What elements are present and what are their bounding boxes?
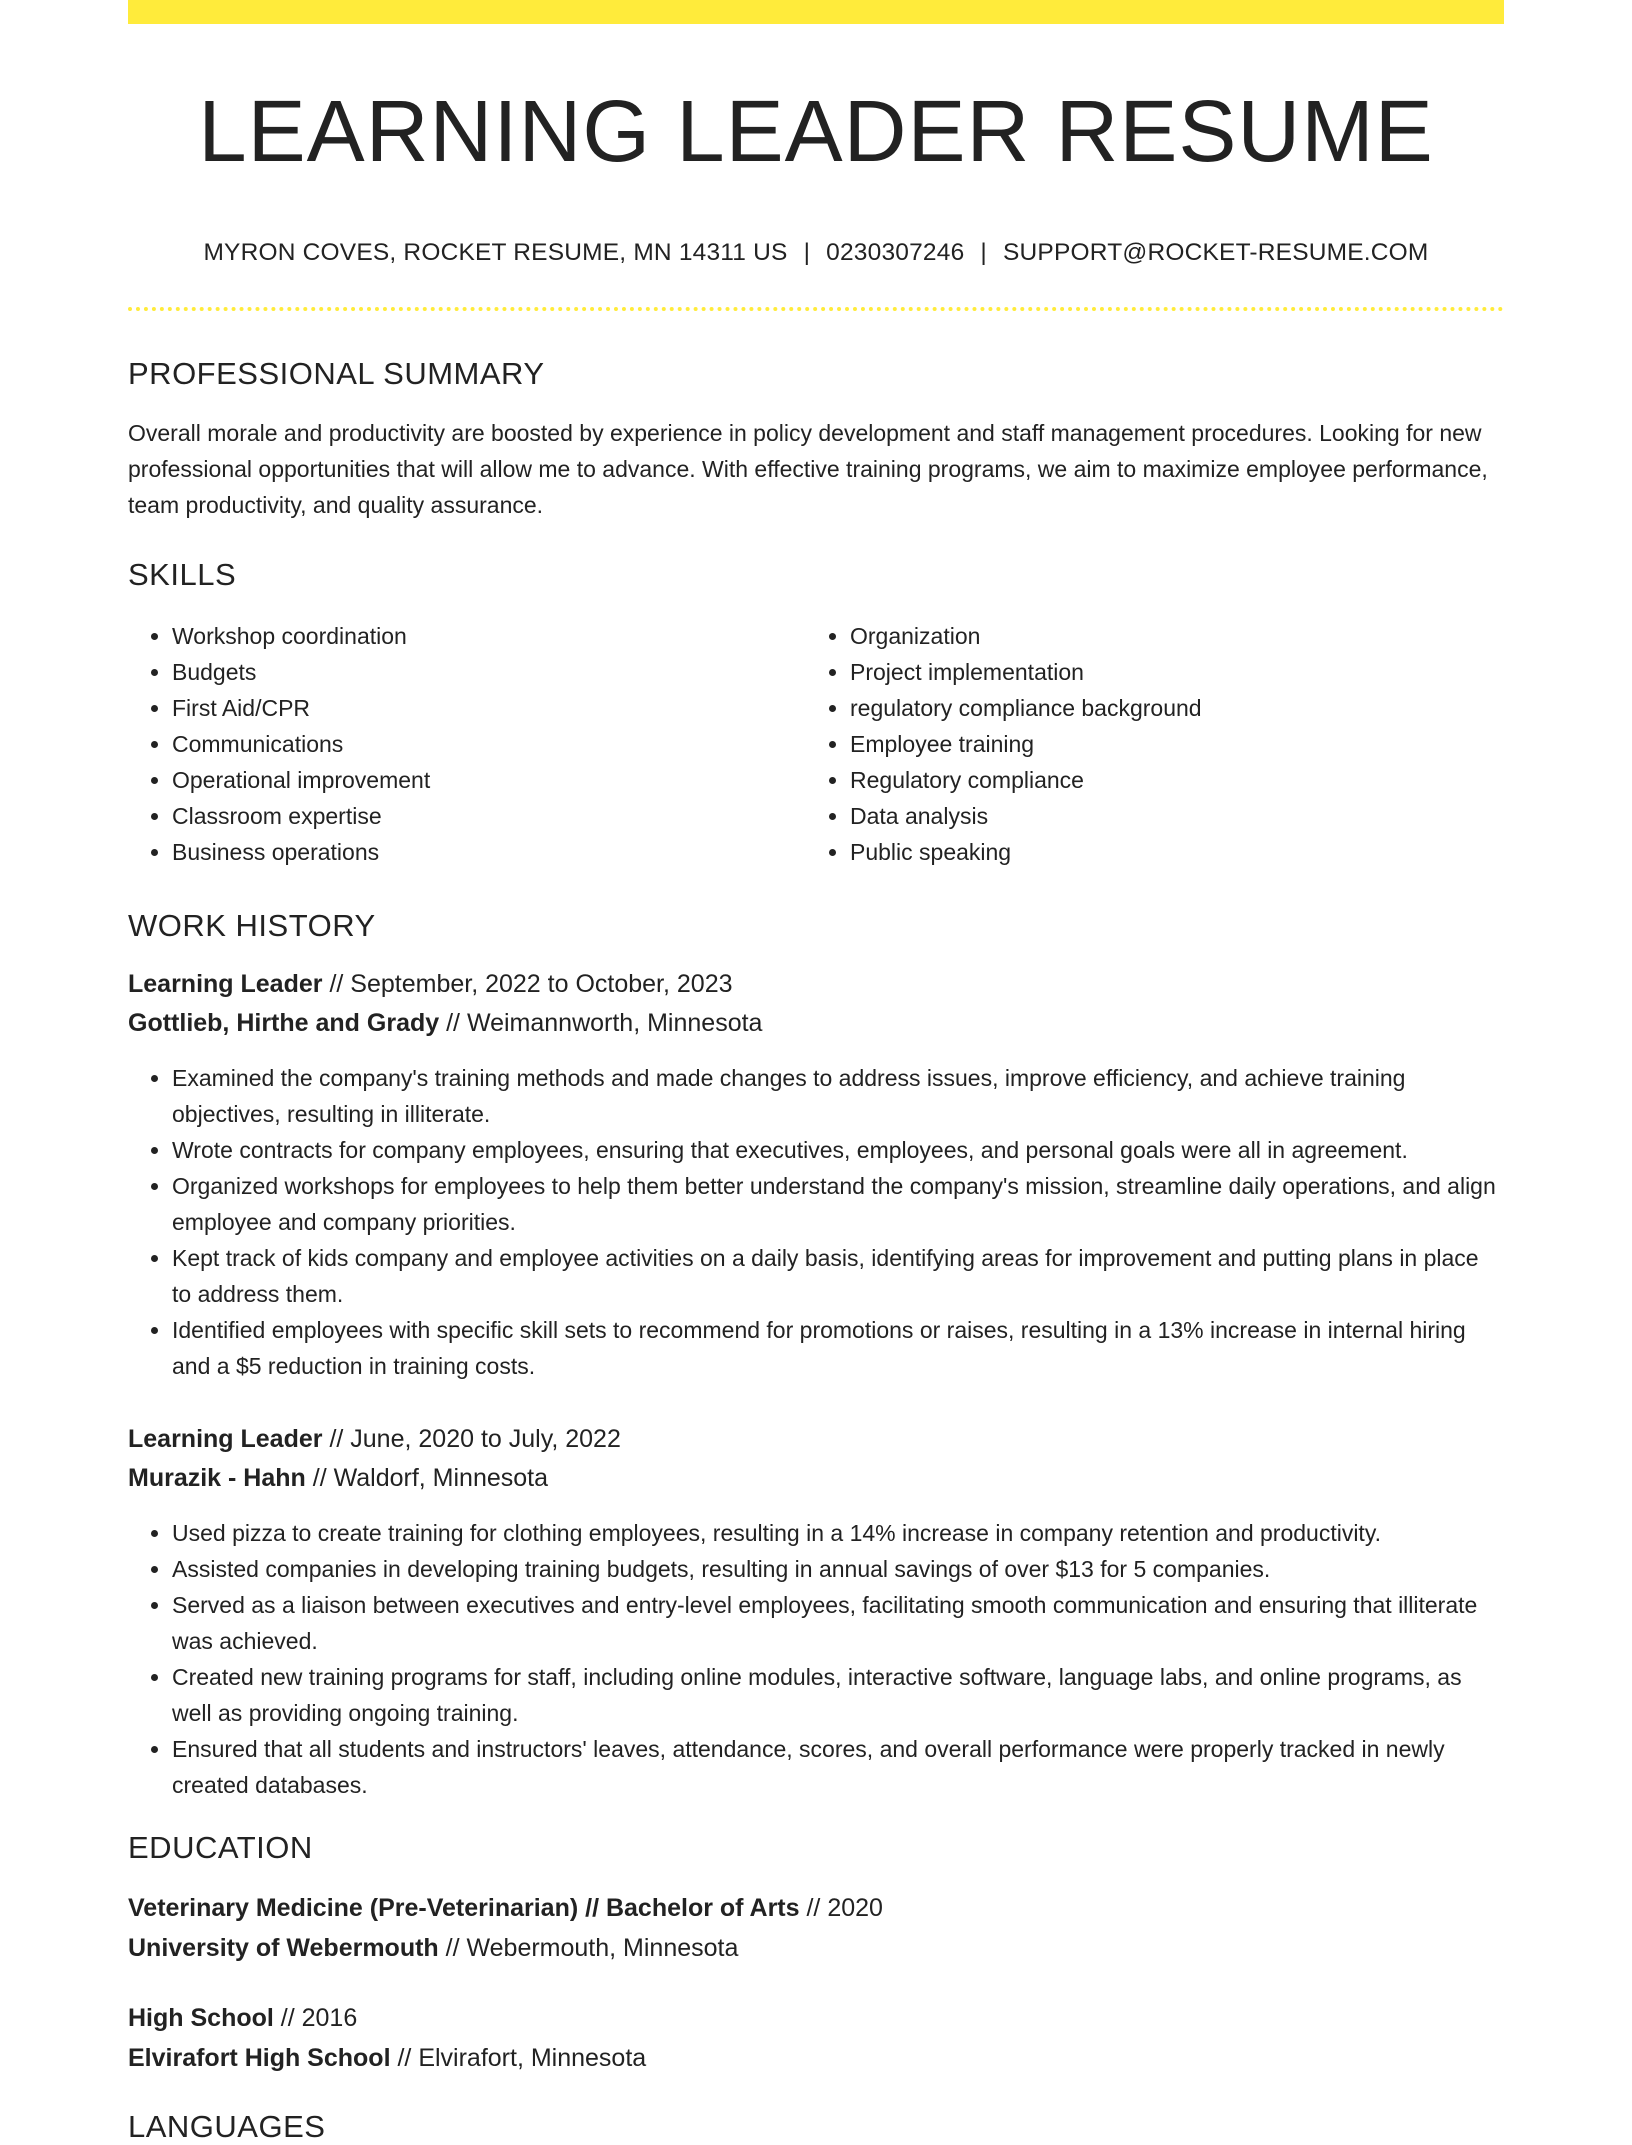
job-bullet: • Examined the company's training methods and made changes to address issues, improve efficiency, and achieve training objectives, resulting in illiterate.	[172, 1060, 1504, 1132]
contact-email: SUPPORT@ROCKET-RESUME.COM	[1003, 239, 1429, 267]
education-degree: Veterinary Medicine (Pre-Veterinarian) // Bachelor of Arts	[128, 1894, 800, 1923]
skills-heading: SKILLS	[128, 556, 237, 592]
contact-separator: |	[980, 239, 987, 267]
job-bullet: • Identified employees with specific skill sets to recommend for promotions or raises, resulting in a 13% increase in internal hiring and a $5 reduction in training costs.	[172, 1312, 1504, 1384]
summary-text: Overall morale and productivity are boosted by experience in policy development and staff management procedures. Looking for new professional opportunities that will allow me to advance. With effective training programs, we aim to maximize employee performance, team productivity, and quality assurance.	[128, 419, 1488, 518]
job-dates: // June, 2020 to July, 2022	[322, 1425, 621, 1453]
contact-phone: 0230307246	[826, 239, 965, 267]
job-bullet: • Created new training programs for staff, including online modules, interactive software, language labs, and online programs, as well as providing ongoing training.	[172, 1659, 1504, 1731]
dotted-divider	[128, 307, 1504, 311]
job-bullets	[128, 1060, 1504, 1384]
education-school: University of Webermouth	[128, 1934, 439, 1963]
education-school-line	[128, 1928, 1504, 1968]
languages-heading: LANGUAGES	[128, 2109, 326, 2145]
skill-item: • Operational improvement	[172, 762, 806, 798]
job-title: Learning Leader	[128, 1425, 323, 1453]
education-year: // 2016	[273, 2004, 358, 2033]
skill-item: • Data analysis	[850, 798, 1484, 834]
skill-item: • Project implementation	[850, 654, 1484, 690]
job-bullet: • Organized workshops for employees to help them better understand the company's mission, streamline daily operations, and align employee and company priorities.	[172, 1168, 1504, 1240]
skill-item: • regulatory compliance background	[850, 690, 1484, 726]
resume-title: LEARNING LEADER RESUME	[198, 83, 1434, 180]
skill-item: • Workshop coordination	[172, 618, 806, 654]
skills-columns	[128, 618, 1504, 870]
skill-item: • Organization	[850, 618, 1484, 654]
top-accent-bar	[128, 0, 1504, 24]
job-company-line	[128, 1004, 1504, 1043]
job-location: // Waldorf, Minnesota	[305, 1464, 549, 1492]
job-company: Gottlieb, Hirthe and Grady	[128, 1009, 440, 1037]
education-year: // 2020	[799, 1894, 883, 1923]
education-school: Elvirafort High School	[128, 2044, 391, 2073]
contact-line	[128, 238, 1504, 267]
skill-item: • Regulatory compliance	[850, 762, 1484, 798]
job-title-line	[128, 1420, 1504, 1459]
education-location: // Elvirafort, Minnesota	[390, 2044, 647, 2073]
skill-item: • Employee training	[850, 726, 1484, 762]
education-degree-line	[128, 1998, 1504, 2038]
job-company-line	[128, 1459, 1504, 1498]
job-bullet: • Served as a liaison between executives and entry-level employees, facilitating smooth communication and ensuring that illiterate was achieved.	[172, 1587, 1504, 1659]
skill-item: • Budgets	[172, 654, 806, 690]
skill-item: • Public speaking	[850, 834, 1484, 870]
education-degree-line	[128, 1888, 1504, 1928]
job-bullet: • Used pizza to create training for clothing employees, resulting in a 14% increase in company retention and productivity.	[172, 1515, 1504, 1551]
resume-page	[128, 0, 1504, 2145]
education-degree: High School	[128, 2004, 274, 2033]
skills-list-right	[806, 618, 1484, 870]
skill-item: • First Aid/CPR	[172, 690, 806, 726]
work-history-heading: WORK HISTORY	[128, 907, 376, 943]
job-bullet: • Ensured that all students and instructors' leaves, attendance, scores, and overall performance were properly tracked in newly created databases.	[172, 1731, 1504, 1803]
contact-separator: |	[803, 239, 811, 267]
skill-item: • Business operations	[172, 834, 806, 870]
job-bullet: • Kept track of kids company and employee activities on a daily basis, identifying areas for improvement and putting plans in place to address them.	[172, 1240, 1504, 1312]
job-title: Learning Leader	[128, 970, 323, 998]
job-bullet: • Wrote contracts for company employees, ensuring that executives, employees, and personal goals were all in agreement.	[172, 1132, 1504, 1168]
job-title-line	[128, 965, 1504, 1004]
job-bullets	[128, 1515, 1504, 1803]
job-dates: // September, 2022 to October, 2023	[322, 970, 733, 998]
job-location: // Weimannworth, Minnesota	[439, 1009, 763, 1037]
skills-list-left	[128, 618, 806, 870]
education-location: // Webermouth, Minnesota	[438, 1934, 739, 1963]
skill-item: • Classroom expertise	[172, 798, 806, 834]
contact-address: MYRON COVES, ROCKET RESUME, MN 14311 US	[203, 239, 788, 267]
job-bullet: • Assisted companies in developing training budgets, resulting in annual savings of over $13 for 5 companies.	[172, 1551, 1504, 1587]
education-heading: EDUCATION	[128, 1830, 313, 1865]
skill-item: • Communications	[172, 726, 806, 762]
summary-heading: PROFESSIONAL SUMMARY	[128, 356, 545, 392]
education-school-line	[128, 2038, 1504, 2078]
job-company: Murazik - Hahn	[128, 1464, 306, 1492]
